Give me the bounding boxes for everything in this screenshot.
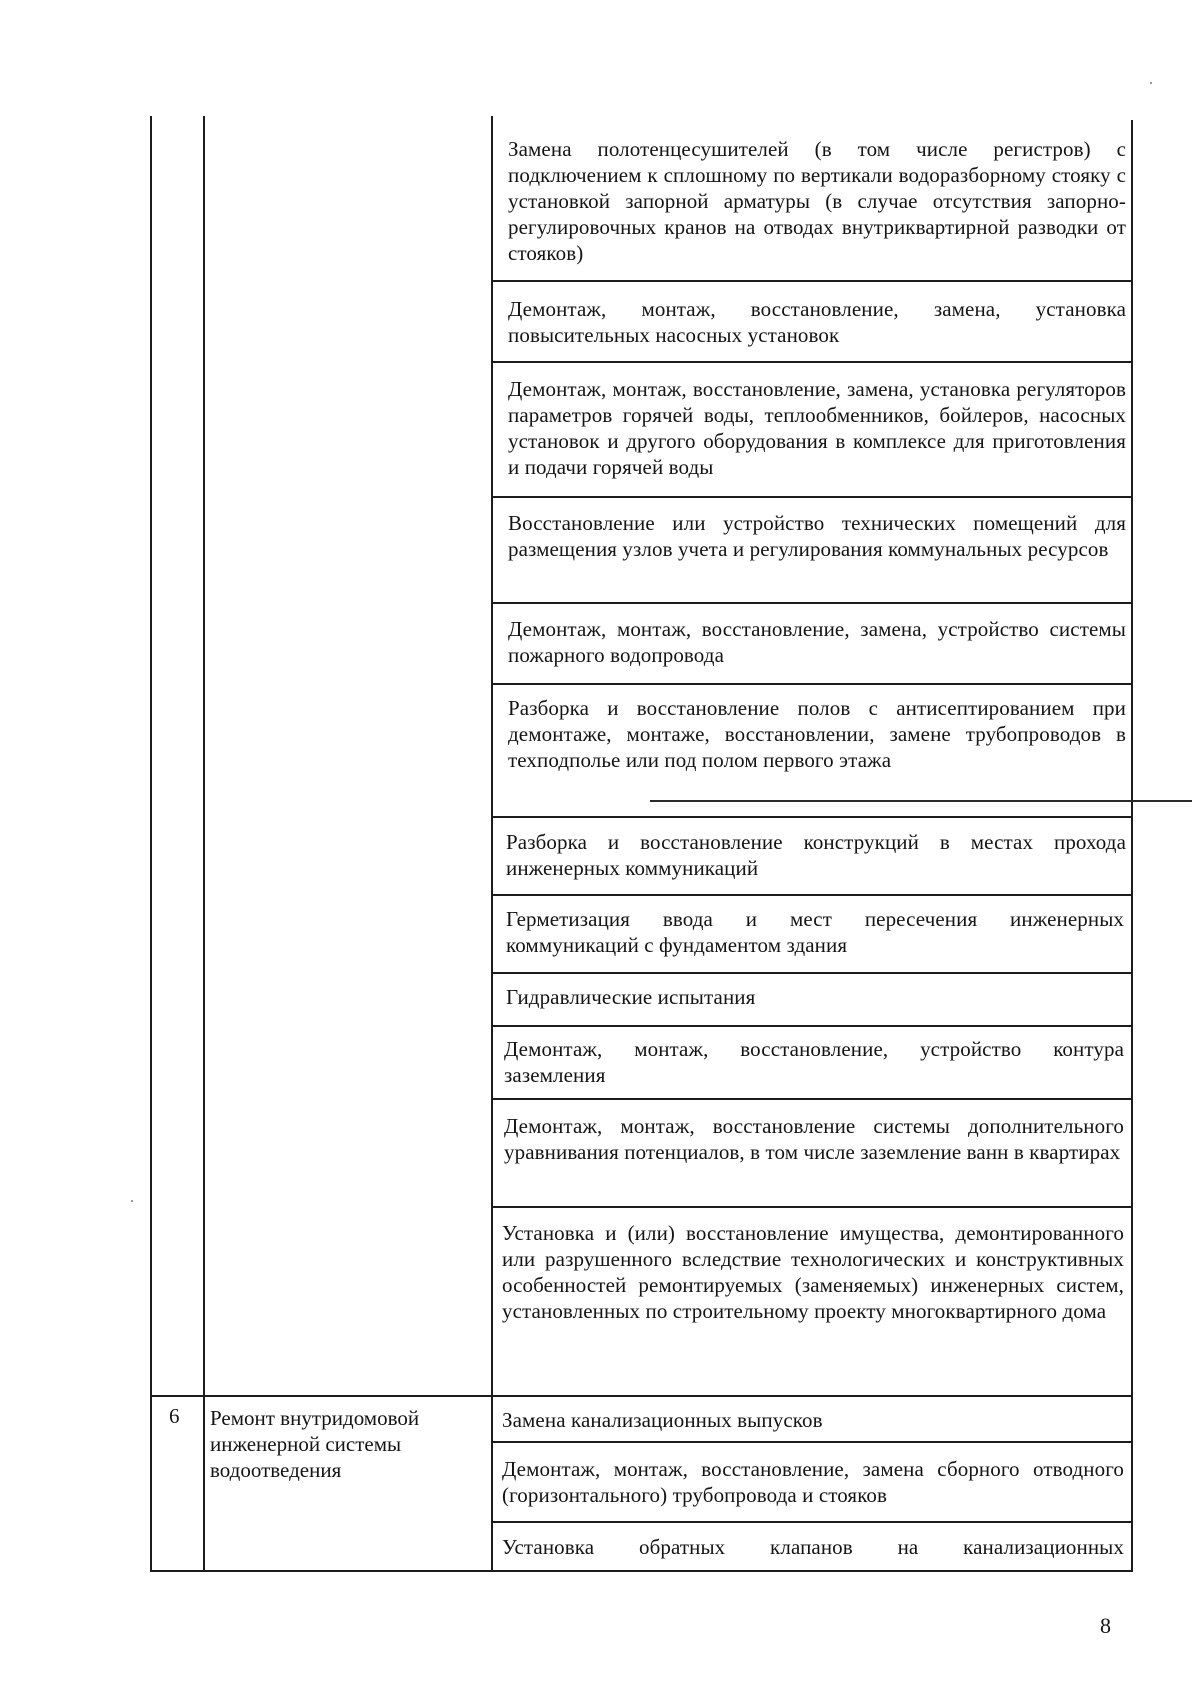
row-divider <box>491 280 1131 282</box>
row-divider <box>491 1441 1131 1443</box>
table-cell-item: Разборка и восстановление конструкций в местах прохода инженерных коммуникаций <box>506 830 1126 880</box>
scan-speck <box>1150 82 1152 84</box>
row-divider <box>491 1098 1131 1100</box>
row-divider <box>491 602 1131 604</box>
table-cell-item: Демонтаж, монтаж, восстановление, замена сборного отводного (горизонтального) трубопровода и стояков <box>502 1457 1124 1507</box>
table-col-number-border <box>203 116 205 1572</box>
table-cell-item: Демонтаж, монтаж, восстановление, замена, установка повысительных насосных установок <box>508 297 1126 347</box>
table-cell-item: Замена полотенцесушителей (в том числе регистров) с подключением к сплошному по вертикали водоразборному стояку с установкой запорной арматуры (в случае отсутствия запорно-регулировочных кранов на отводах внутриквартирной разводки от стояков) <box>508 137 1126 265</box>
table-cell-item: Герметизация ввода и мест пересечения инженерных коммуникаций с фундаментом здания <box>506 907 1124 957</box>
table-col-work-border <box>491 116 493 1572</box>
table-cell-work-type: Ремонт внутридомовой инженерной системы водоотведения <box>210 1406 420 1482</box>
table-cell-item: Восстановление или устройство технических помещений для размещения узлов учета и регулирования коммунальных ресурсов <box>508 511 1126 561</box>
table-cell-item: Разборка и восстановление полов с антисептированием при демонтаже, монтаже, восстановлении, замене трубопроводов в техподполье или под полом первого этажа <box>508 696 1126 772</box>
row-divider <box>491 972 1131 974</box>
table-cell-item: Демонтаж, монтаж, восстановление, устройство контура заземления <box>504 1037 1124 1087</box>
table-cell-item: Демонтаж, монтаж, восстановление, замена, установка регуляторов параметров горячей воды, теплообменников, бойлеров, насосных установок и другого оборудования в комплексе для приготовления и подачи горячей воды <box>508 377 1126 479</box>
row-divider <box>491 1025 1131 1027</box>
row-divider <box>491 816 1131 818</box>
table-right-border <box>1131 120 1133 1572</box>
page-number: 8 <box>1100 1613 1111 1638</box>
table-bottom-border <box>150 1570 1133 1572</box>
table-left-border <box>150 116 152 1572</box>
row-divider <box>491 683 1131 685</box>
row-divider-full <box>150 1395 1131 1397</box>
scan-speck <box>131 1200 133 1202</box>
row-divider <box>491 894 1131 896</box>
table-cell-item: Замена канализационных выпусков <box>502 1408 823 1432</box>
table-cell-item: Демонтаж, монтаж, восстановление системы дополнительного уравнивания потенциалов, в том числе заземление ванн в квартирах <box>504 1114 1124 1164</box>
table-cell-number: 6 <box>169 1404 180 1428</box>
row-divider <box>491 1521 1131 1523</box>
table-cell-item: Установка обратных клапанов на канализационных <box>502 1535 1124 1559</box>
scan-artifact-line <box>650 800 1192 802</box>
table-cell-item: Гидравлические испытания <box>506 985 756 1009</box>
row-divider <box>491 361 1131 363</box>
table-cell-item: Демонтаж, монтаж, восстановление, замена, устройство системы пожарного водопровода <box>508 617 1126 667</box>
row-divider <box>491 496 1131 498</box>
table-cell-item: Установка и (или) восстановление имущества, демонтированного или разрушенного вследствие технологических и конструктивных особенностей ремонтируемых (заменяемых) инженерных систем, установленных по строительному проекту многоквартирного дома <box>502 1221 1124 1323</box>
row-divider <box>491 1206 1131 1208</box>
